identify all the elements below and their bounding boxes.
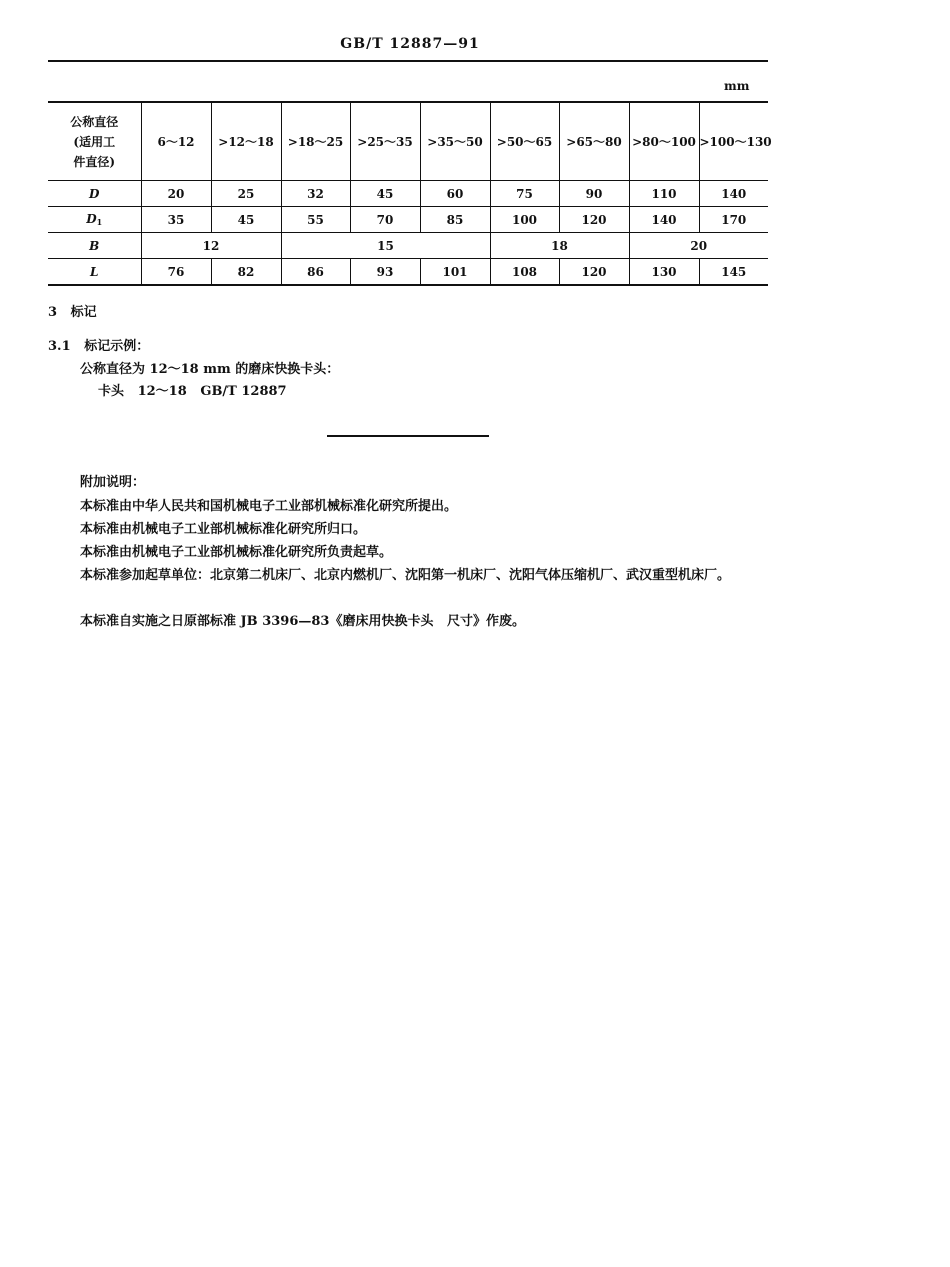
header-label-line: 公称直径 bbox=[70, 114, 119, 129]
table-cell: 100 bbox=[490, 207, 559, 233]
example-description: 公称直径为 12～18 mm 的磨床快换卡头： bbox=[80, 362, 340, 377]
table-cell: 35 bbox=[141, 207, 211, 233]
column-header: >35～50 bbox=[420, 102, 490, 181]
column-header: >80～100 bbox=[629, 102, 699, 181]
row-label-l: L bbox=[48, 259, 141, 286]
note-paragraph: 本标准由机械电子工业部机械标准化研究所负责起草。 bbox=[80, 545, 393, 560]
dimension-table bbox=[48, 101, 772, 286]
table-cell: 45 bbox=[211, 207, 281, 233]
row-label-d1 bbox=[48, 207, 141, 233]
table-cell: 70 bbox=[350, 207, 420, 233]
table-cell: 75 bbox=[490, 181, 559, 207]
row-label-d1-subscript: 1 bbox=[96, 217, 103, 227]
table-cell: 130 bbox=[629, 259, 699, 286]
table-row-d bbox=[48, 181, 768, 207]
table-cell: 20 bbox=[141, 181, 211, 207]
table-cell: 170 bbox=[699, 207, 768, 233]
table-cell-merged: 20 bbox=[629, 233, 768, 259]
column-header: >18～25 bbox=[281, 102, 350, 181]
table-cell: 120 bbox=[559, 207, 629, 233]
section-divider bbox=[327, 435, 489, 437]
table-cell: 90 bbox=[559, 181, 629, 207]
row-label-b: B bbox=[48, 233, 141, 259]
header-rule bbox=[48, 60, 768, 62]
example-designation: 卡头 12～18 GB/T 12887 bbox=[98, 384, 287, 399]
column-header: >100～130 bbox=[699, 102, 768, 181]
table-cell: 85 bbox=[420, 207, 490, 233]
column-header: >25～35 bbox=[350, 102, 420, 181]
table-cell: 55 bbox=[281, 207, 350, 233]
table-cell: 25 bbox=[211, 181, 281, 207]
table-cell: 140 bbox=[629, 207, 699, 233]
table-cell: 82 bbox=[211, 259, 281, 286]
section-title: 3 标记 bbox=[48, 305, 97, 320]
header-row bbox=[48, 102, 768, 181]
table-row-d1 bbox=[48, 207, 768, 233]
column-header: >65～80 bbox=[559, 102, 629, 181]
table-cell: 76 bbox=[141, 259, 211, 286]
table-cell-merged: 15 bbox=[281, 233, 490, 259]
table-cell: 60 bbox=[420, 181, 490, 207]
note-paragraph: 本标准由机械电子工业部机械标准化研究所归口。 bbox=[80, 522, 367, 537]
table-cell: 101 bbox=[420, 259, 490, 286]
column-header: 6～12 bbox=[141, 102, 211, 181]
note-paragraph: 本标准参加起草单位：北京第二机床厂、北京内燃机厂、沈阳第一机床厂、沈阳气体压缩机厂、武汉重型机床厂。 bbox=[80, 568, 731, 583]
table-row-l bbox=[48, 259, 768, 286]
notes-title: 附加说明： bbox=[80, 475, 146, 490]
subsection-title: 3.1 标记示例： bbox=[48, 339, 150, 354]
table-cell-merged: 12 bbox=[141, 233, 281, 259]
header-label-line: (适用工 bbox=[73, 134, 116, 149]
table-cell: 120 bbox=[559, 259, 629, 286]
table-cell: 45 bbox=[350, 181, 420, 207]
note-paragraph: 本标准自实施之日原部标准 JB 3396—83《磨床用快换卡头 尺寸》作废。 bbox=[80, 614, 526, 629]
row-label-d1-letter: D bbox=[86, 212, 97, 226]
table-cell: 93 bbox=[350, 259, 420, 286]
row-label-d: D bbox=[48, 181, 141, 207]
table-cell: 86 bbox=[281, 259, 350, 286]
unit-label: mm bbox=[724, 79, 750, 93]
table-cell: 140 bbox=[699, 181, 768, 207]
table-cell: 110 bbox=[629, 181, 699, 207]
table-cell: 145 bbox=[699, 259, 768, 286]
note-paragraph: 本标准由中华人民共和国机械电子工业部机械标准化研究所提出。 bbox=[80, 499, 458, 514]
standard-header: GB/T 12887—91 bbox=[340, 36, 480, 52]
table-cell: 108 bbox=[490, 259, 559, 286]
table-cell: 32 bbox=[281, 181, 350, 207]
table-row-b bbox=[48, 233, 768, 259]
nominal-diameter-header bbox=[48, 102, 141, 181]
column-header: >50～65 bbox=[490, 102, 559, 181]
table-cell-merged: 18 bbox=[490, 233, 629, 259]
column-header: >12～18 bbox=[211, 102, 281, 181]
header-label-line: 件直径) bbox=[73, 154, 116, 169]
